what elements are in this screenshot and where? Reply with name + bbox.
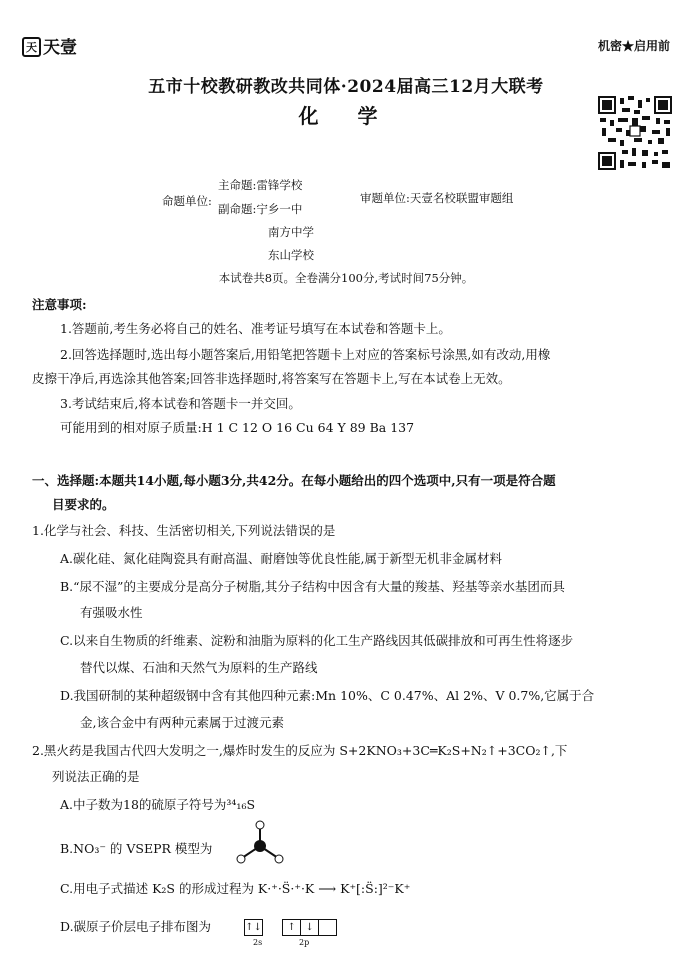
orbital-2p-label: 2p xyxy=(299,938,310,947)
option-d: D.我国研制的某种超级钢中含有其他四种元素:Mn 10%、C 0.47%、Al 2%、V 0.7%,它属于合 xyxy=(60,688,595,703)
subject-title: 化 学 xyxy=(298,104,394,128)
notice-heading: 注意事项: xyxy=(32,297,87,312)
exam-note: 本试卷共8页。全卷满分100分,考试时间75分钟。 xyxy=(218,271,474,285)
vice-value: 东山学校 xyxy=(268,248,314,262)
option-b: B.“尿不湿”的主要成分是高分子树脂,其分子结构中因含有大量的羧基、羟基等亲水基团而具 xyxy=(60,579,565,594)
atomic-masses: 可能用到的相对原子质量:H 1 C 12 O 16 Cu 64 Y 89 Ba 137 xyxy=(60,420,415,435)
unit-label: 命题单位: xyxy=(162,194,212,208)
qr-code-icon xyxy=(598,96,672,170)
vice-value: 南方中学 xyxy=(268,225,314,239)
notice-item: 2.回答选择题时,选出每小题答案后,用铅笔把答题卡上对应的答案标号涂黑,如有改动,用橡 xyxy=(60,347,551,362)
review-unit: 审题单位:天壹名校联盟审题组 xyxy=(360,191,514,205)
notice-item: 3.考试结束后,将本试卷和答题卡一并交回。 xyxy=(60,396,301,411)
orbital-2s-label: 2s xyxy=(253,938,263,947)
section-heading-cont: 目要求的。 xyxy=(52,497,115,512)
option-a: A.中子数为18的硫原子符号为³⁴₁₆S xyxy=(60,797,256,812)
notice-item: 1.答题前,考生务必将自己的姓名、准考证号填写在本试卷和答题卡上。 xyxy=(60,321,451,336)
vsepr-trigonal-planar-icon xyxy=(232,818,288,870)
logo-text: 天壹 xyxy=(43,38,77,57)
notice-item: 皮擦干净后,再选涂其他答案;回答非选择题时,将答案写在答题卡上,写在本试卷上无效。 xyxy=(32,371,511,386)
option-b: B.NO₃⁻ 的 VSEPR 模型为 xyxy=(60,841,213,856)
question-stem: 1.化学与社会、科技、生活密切相关,下列说法错误的是 xyxy=(32,523,336,538)
exam-title: 五市十校教研教改共同体·2024届高三12月大联考 xyxy=(148,77,544,97)
option-d-cont: 金,该合金中有两种元素属于过渡元素 xyxy=(80,715,284,730)
orbital-2p-box: ↑ xyxy=(282,919,301,936)
orbital-2s-box: ↑↓ xyxy=(244,919,263,936)
main-label: 主命题: xyxy=(218,178,257,192)
publisher-logo xyxy=(22,33,77,58)
option-d: D.碳原子价层电子排布图为 xyxy=(60,919,212,934)
logo-mark: 天 xyxy=(22,37,41,57)
main-setter xyxy=(218,177,302,193)
main-value: 雷锋学校 xyxy=(256,178,303,192)
vice-value: 宁乡一中 xyxy=(256,202,303,216)
orbital-2p-box xyxy=(318,919,337,936)
orbital-diagram xyxy=(244,917,336,936)
option-b-cont: 有强吸水性 xyxy=(80,605,143,620)
vice-label: 副命题: xyxy=(218,202,257,216)
section-heading: 一、选择题:本题共14小题,每小题3分,共42分。在每小题给出的四个选项中,只有一项是符合题 xyxy=(32,473,556,488)
question-stem: 2.黑火药是我国古代四大发明之一,爆炸时发生的反应为 S+2KNO₃+3C═K₂S+N₂↑+3CO₂↑,下 xyxy=(32,743,568,758)
vice-setter xyxy=(218,201,302,217)
question-stem-cont: 列说法正确的是 xyxy=(52,769,140,784)
option-a: A.碳化硅、氮化硅陶瓷具有耐高温、耐磨蚀等优良性能,属于新型无机非金属材料 xyxy=(60,551,502,566)
confidential-label: 机密★启用前 xyxy=(597,39,670,53)
orbital-2p-box: ↓ xyxy=(300,919,319,936)
option-c: C.以来自生物质的纤维素、淀粉和油脂为原料的化工生产路线因其低碳排放和可再生性将逐步 xyxy=(60,633,574,648)
option-c-cont: 替代以煤、石油和天然气为原料的生产路线 xyxy=(80,660,318,675)
option-c: C.用电子式描述 K₂S 的形成过程为 K·⁺·S̈·⁺·K ⟶ K⁺[:S̈:]²⁻K⁺ xyxy=(60,881,411,896)
